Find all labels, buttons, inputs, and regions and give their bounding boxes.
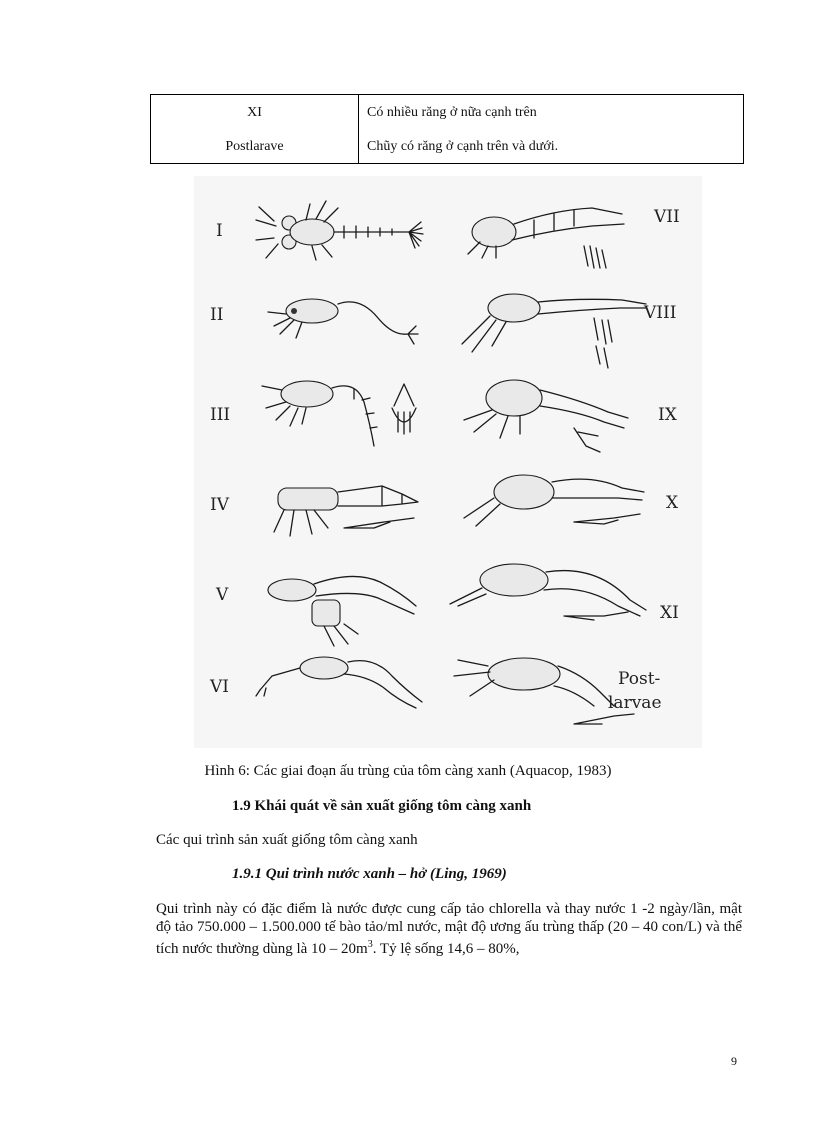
larva-drawing-xi [450,564,646,620]
stage-label-iv: IV [210,495,229,515]
body-text-part2: . Tỷ lệ sống 14,6 – 80%, [372,941,520,957]
stage-label-i: I [216,221,223,241]
body-paragraph [156,900,742,958]
larval-stages-figure [194,176,702,748]
stage-label-larvae: larvae [608,693,662,713]
larva-drawing-ix [464,380,628,452]
larva-drawing-iv [274,486,418,536]
stage-label-x: X [666,493,679,513]
larva-drawing-iii [262,381,416,446]
stage-label-xi: XI [660,603,679,623]
stage-label-vi: VI [210,677,229,697]
section-heading: 1.9 Khái quát về sản xuất giống tôm càng xanh [232,798,532,814]
stage-label-iii: III [210,405,231,425]
larva-drawing-ii [268,299,418,344]
stage-label-post: Post- [618,669,661,689]
description-cell [359,95,744,164]
larval-stage-table [150,94,744,164]
figure-caption: Hình 6: Các giai đoạn ấu trùng của tôm càng xanh (Aquacop, 1983) [204,763,612,779]
stage-label-ix: IX [658,405,677,425]
body-text-part1: Qui trình này có đặc điểm là nước được cung cấp tảo chlorella và thay nước 1 -2 ngày/lần, mật độ tảo 750.000 – 1.500.000 tế bào tảo/ml nước, mật độ ương ấu trùng thấp (20 – 40 con/L) và thể tích nước thường dùng là 10 – 20m [156,901,742,957]
page-number: 9 [731,1054,737,1068]
larva-drawing-viii [462,294,646,368]
stage-name-postlarvae: Postlarave [225,139,284,154]
subsection-heading: 1.9.1 Qui trình nước xanh – hở (Ling, 1969) [232,866,507,882]
stage-cell [151,95,359,164]
stage-label-viii: VIII [644,303,677,323]
stage-label-ii: II [210,305,224,325]
stage-label-v: V [216,585,229,605]
stage-description-xi: Có nhiều răng ở nữa cạnh trên [367,105,537,120]
larva-drawing-i [256,201,423,260]
larva-drawing-postlarvae [454,658,634,724]
larval-stages-illustration [194,176,702,748]
table-row [151,95,744,164]
stage-description-postlarvae: Chũy có răng ở cạnh trên và dưới. [367,139,559,154]
larva-drawing-vii [468,208,624,268]
body-superscript: 3 [367,939,373,950]
intro-paragraph: Các qui trình sản xuất giống tôm càng xanh [156,832,418,848]
stage-name-xi: XI [247,105,262,120]
stage-label-vii: VII [654,207,680,227]
larva-drawing-vi [256,657,422,708]
larva-drawing-x [464,475,644,526]
larva-drawing-v [268,576,416,646]
